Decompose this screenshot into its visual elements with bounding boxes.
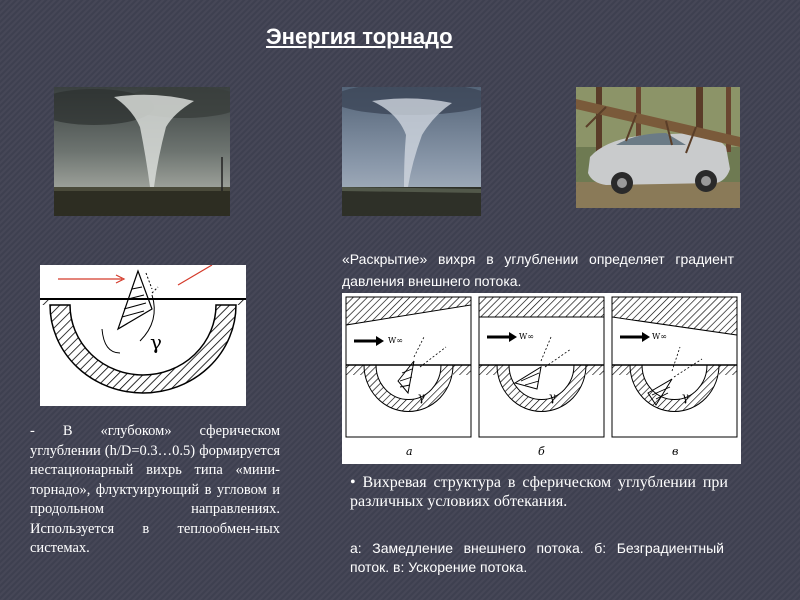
panel-c	[612, 297, 737, 437]
tornado-photo-2	[342, 87, 481, 216]
panel-letter-c: в	[672, 445, 679, 458]
flow-conditions-diagram	[342, 293, 741, 464]
fallen-tree-car-photo	[576, 87, 740, 208]
w-inf-label-a: W∞	[388, 336, 403, 345]
w-inf-label-b: W∞	[519, 332, 534, 341]
panel-legend: а: Замедление внешнего потока. б: Безградиентный поток. в: Ускорение потока.	[350, 540, 724, 575]
tornado-photo-1	[54, 87, 230, 216]
w-inf-label-c: W∞	[652, 332, 667, 341]
bullet-description: • Вихревая структура в сферическом углублении при различных условиях обтекания.	[350, 474, 728, 510]
panel-a	[346, 297, 471, 437]
gamma-label-c: γ	[682, 390, 690, 404]
left-description: - В «глубоком» сферическом углублении (h/D=0.3…0.5) формируется нестационарный вихрь типа «мини-торнадо», флуктуирующий в угловом и продольном направлениях. Используется в теплообмен-ных системах.	[30, 423, 280, 556]
slide-title: Энергия торнадо	[266, 24, 453, 49]
gamma-label-a: γ	[418, 390, 426, 404]
spherical-dimple-diagram	[40, 265, 246, 406]
panel-letter-b: б	[538, 445, 545, 458]
panel-letter-a: а	[406, 445, 413, 458]
gamma-label-b: γ	[549, 390, 557, 404]
gamma-label: γ	[150, 330, 162, 354]
top-caption: «Раскрытие» вихря в углублении определяет градиент давления внешнего потока.	[342, 251, 734, 289]
panel-b	[479, 297, 604, 437]
